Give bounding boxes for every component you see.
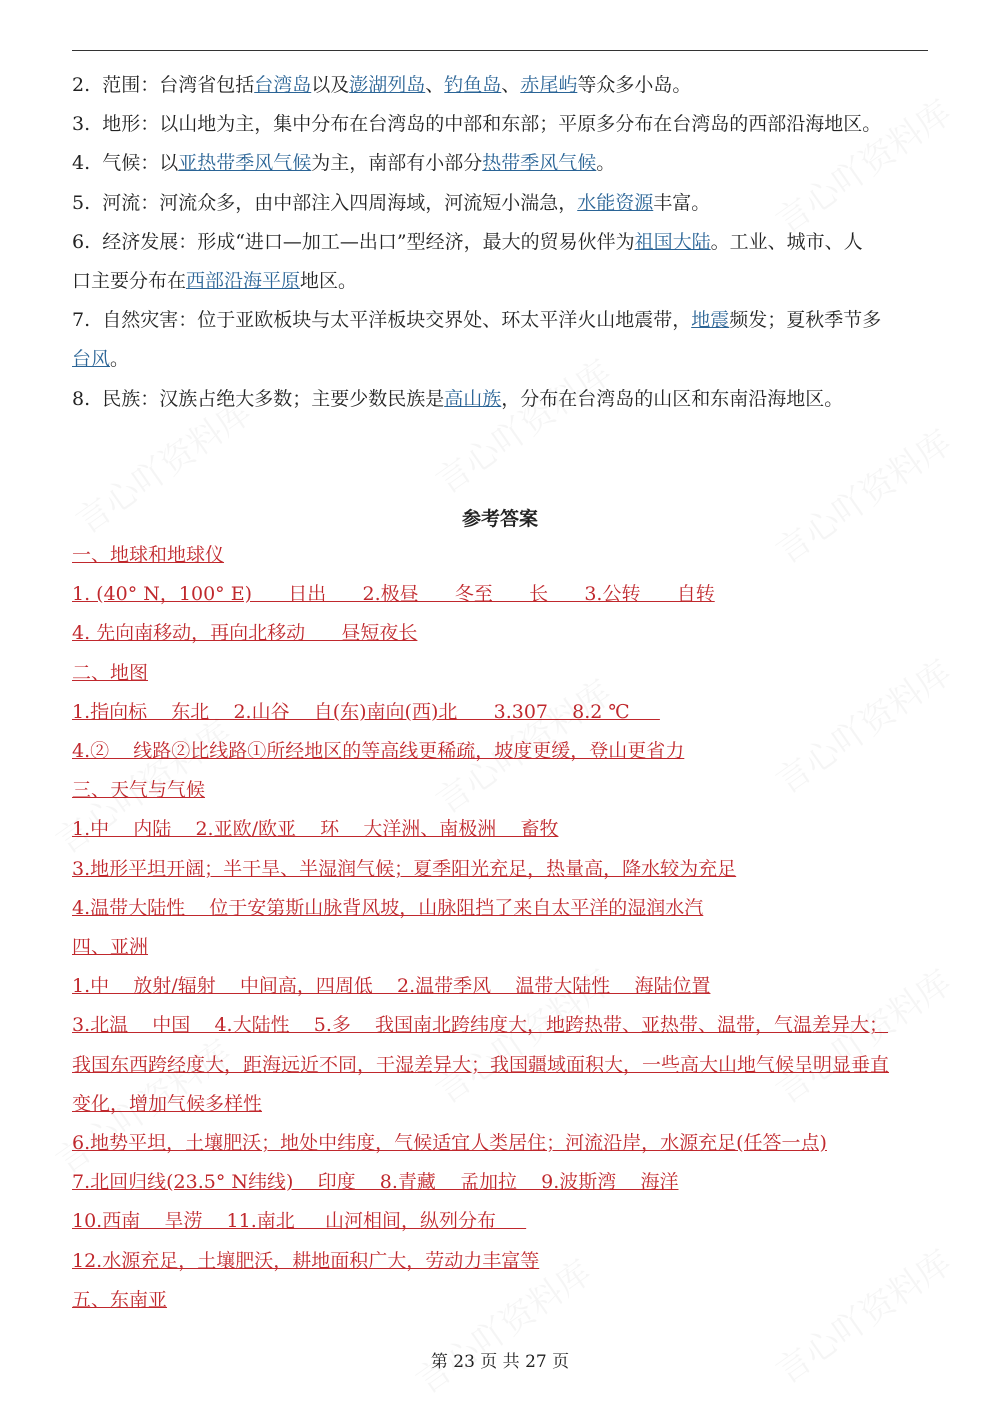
note-text: 等众多小岛。 xyxy=(577,74,692,96)
answer-line: 我国东西跨经度大，距海远近不同，干湿差异大；我国疆域面积大，一些高大山地气候呈明显垂直 xyxy=(72,1053,890,1076)
note-text: 2. 范围：台湾省包括 xyxy=(72,74,255,96)
term-link[interactable]: 高山族 xyxy=(444,387,502,410)
answer-section-heading: 一、地球和地球仪 xyxy=(72,544,225,566)
answer-line: 7.北回归线(23.5° N纬线) 印度 8.青藏 孟加拉 9.波斯湾 海洋 xyxy=(72,1171,679,1194)
term-link[interactable]: 澎湖列岛 xyxy=(349,74,426,96)
answer-line: 12.水源充足，土壤肥沃，耕地面积广大，劳动力丰富等 xyxy=(72,1249,540,1272)
answer-line: 4.② 线路②比线路①所经地区的等高线更稀疏，坡度更缓，登山更省力 xyxy=(72,740,685,762)
note-text: 、 xyxy=(501,74,521,96)
note-line xyxy=(72,112,881,136)
answer-line: 1.中 放射/辐射 中间高，四周低 2.温带季风 温带大陆性 海陆位置 xyxy=(72,975,711,998)
note-text: 地区。 xyxy=(300,270,358,292)
note-text: 、 xyxy=(425,74,445,96)
answer-line: 1. (40° N，100° E) 日出 2.极昼 冬至 长 3.公转 自转 xyxy=(72,583,715,606)
watermark xyxy=(424,346,619,503)
page-number: 第 23 页 共 27 页 xyxy=(430,1352,570,1372)
watermark xyxy=(764,86,959,243)
note-text: 。 xyxy=(110,348,130,371)
term-link[interactable]: 热带季风气候 xyxy=(482,152,597,175)
note-text: 5. 河流：河流众多，由中部注入四周海域，河流短小湍急， xyxy=(72,191,578,214)
answer-section-heading: 二、地图 xyxy=(72,661,149,684)
note-text: ，分布在台湾岛的山区和东南沿海地区。 xyxy=(501,387,844,410)
note-line xyxy=(72,191,710,215)
answer-line: 6.地势平坦，土壤肥沃；地处中纬度，气候适宜人类居住；河流沿岸，水源充足(任答一点) xyxy=(72,1132,827,1154)
term-link[interactable]: 水能资源 xyxy=(577,191,654,214)
term-link[interactable]: 地震 xyxy=(691,309,730,332)
note-text: 。工业、城市、人 xyxy=(710,230,863,253)
note-line xyxy=(72,230,863,254)
note-text: 4. 气候：以 xyxy=(72,152,179,175)
note-line xyxy=(72,151,615,175)
note-text: 丰富。 xyxy=(653,191,711,214)
answer-line: 4.温带大陆性 位于安第斯山脉背风坡，山脉阻挡了来自太平洋的湿润水汽 xyxy=(72,896,704,919)
term-link[interactable]: 祖国大陆 xyxy=(634,230,711,253)
note-text: 6. 经济发展：形成“进口—加工—出口”型经济，最大的贸易伙伴为 xyxy=(72,230,635,253)
watermark xyxy=(764,416,959,573)
term-link[interactable]: 西部沿海平原 xyxy=(186,270,301,292)
note-line xyxy=(72,387,843,411)
note-text: 7. 自然灾害：位于亚欧板块与太平洋板块交界处、环太平洋火山地震带， xyxy=(72,309,692,332)
note-line xyxy=(72,347,129,371)
note-line xyxy=(72,73,691,97)
note-text: 为主，南部有小部分 xyxy=(311,152,483,175)
note-line xyxy=(72,269,357,293)
note-line xyxy=(72,308,881,332)
note-text: 以及 xyxy=(311,74,350,96)
answer-section-heading: 四、亚洲 xyxy=(72,936,149,958)
note-text: 3. 地形：以山地为主，集中分布在台湾岛的中部和东部；平原多分布在台湾岛的西部沿海地区。 xyxy=(72,113,882,136)
term-link[interactable]: 赤尾屿 xyxy=(520,74,578,96)
answer-line: 3.地形平坦开阔；半干旱、半湿润气候；夏季阳光充足，热量高，降水较为充足 xyxy=(72,857,737,880)
answer-line: 1.中 内陆 2.亚欧/欧亚 环 大洋洲、南极洲 畜牧 xyxy=(72,818,559,841)
term-link[interactable]: 钓鱼岛 xyxy=(444,74,502,96)
note-text: 。 xyxy=(596,152,616,175)
term-link[interactable]: 亚热带季风气候 xyxy=(178,152,312,175)
note-text: 8. 民族：汉族占绝大多数；主要少数民族是 xyxy=(72,387,445,410)
note-text: 口主要分布在 xyxy=(72,270,187,292)
answer-line: 3.北温 中国 4.大陆性 5.多 我国南北跨纬度大，地跨热带、亚热带、温带，气温差异大； xyxy=(72,1014,889,1037)
answer-line: 变化，增加气候多样性 xyxy=(72,1092,263,1115)
answers-title: 参考答案 xyxy=(461,508,538,530)
term-link[interactable]: 台湾岛 xyxy=(254,74,312,96)
answer-line: 1.指向标 东北 2.山谷 自(东)南向(西)北 3.307 8.2 ℃ xyxy=(72,700,660,723)
answer-section-heading: 三、天气与气候 xyxy=(72,779,206,802)
header-rule xyxy=(72,50,928,51)
term-link[interactable]: 台风 xyxy=(72,348,111,371)
note-text: 频发；夏秋季节多 xyxy=(729,309,882,332)
answer-line: 10.西南 旱涝 11.南北 山河相间，纵列分布 xyxy=(72,1210,527,1233)
watermark xyxy=(764,646,959,803)
answer-line: 4. 先向南移动，再向北移动 昼短夜长 xyxy=(72,622,418,645)
answer-section-heading: 五、东南亚 xyxy=(72,1288,168,1311)
